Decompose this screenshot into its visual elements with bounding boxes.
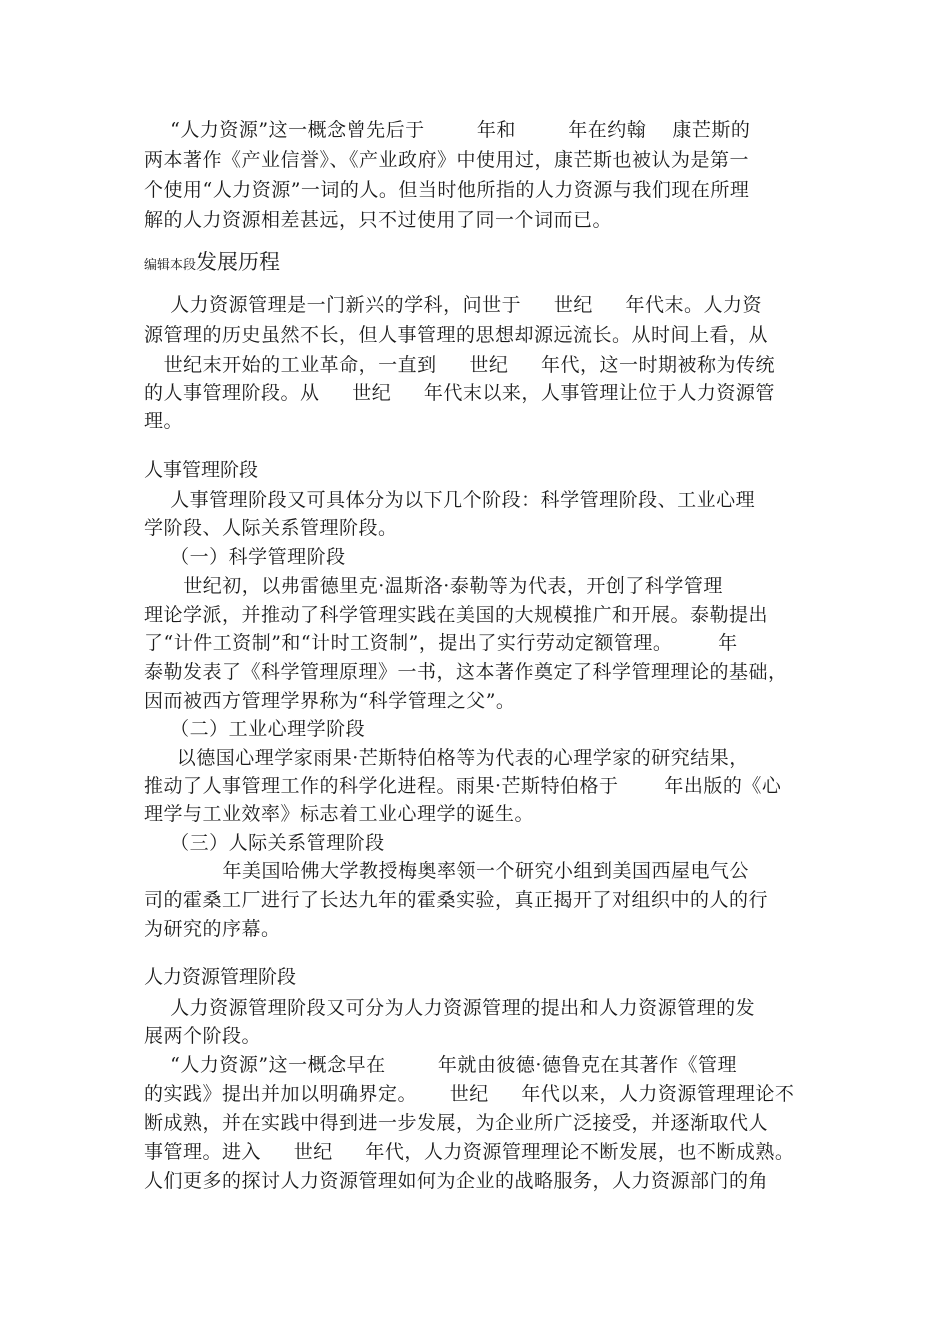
intro-line: 两本著作《产业信誉》、《产业政府》中使用过，康芒斯也被认为是第一 [144,149,750,171]
hr-line: “人力资源”这一概念早在 年就由彼德·德鲁克在其著作《管理 [144,1054,737,1076]
history-line: 理。 [144,410,184,432]
history-line: 人力资源管理是一门新兴的学科，问世于 世纪 年代末。人力资 [144,294,763,316]
personnel-line: 人事管理阶段又可具体分为以下几个阶段：科学管理阶段、工业心理 [144,489,756,511]
section-title: 发展历程 [196,250,281,274]
sub1-line: 理论学派，并推动了科学管理实践在美国的大规模推广和开展。泰勒提出 [144,604,769,626]
sub1-line: 因而被西方管理学界称为“科学管理之父”。 [144,690,516,712]
subsection-title: （一）科学管理阶段 [144,546,346,568]
sub2-line: 推动了人事管理工作的科学化进程。雨果·芒斯特伯格于 年出版的《心 [144,775,782,797]
sub1-line: 泰勒发表了《科学管理原理》一书，这本著作奠定了科学管理理论的基础， [144,661,788,683]
history-line: 的人事管理阶段。从 世纪 年代末以来，人事管理让位于人力资源管 [144,382,775,404]
subsection-title: （二）工业心理学阶段 [144,718,366,740]
sub1-line: 世纪初，以弗雷德里克·温斯洛·泰勒等为代表，开创了科学管理 [144,575,723,597]
subsection-title: （三）人际关系管理阶段 [144,832,385,854]
history-line: 世纪末开始的工业革命，一直到 世纪 年代，这一时期被称为传统 [144,354,776,376]
section-title: 人力资源管理阶段 [144,966,297,988]
history-line: 源管理的历史虽然不长，但人事管理的思想却源远流长。从时间上看，从 [144,324,769,346]
sub3-line: 年美国哈佛大学教授梅奥率领一个研究小组到美国西屋电气公 [144,860,749,882]
personnel-line: 学阶段、人际关系管理阶段。 [144,517,398,539]
hr-line: 事管理。进入 世纪 年代，人力资源管理理论不断发展，也不断成熟。 [144,1141,795,1163]
hr-line: 断成熟，并在实践中得到进一步发展，为企业所广泛接受，并逐渐取代人 [144,1112,769,1134]
intro-line: “人力资源”这一概念曾先后于 年和 年在约翰 康芒斯的 [144,119,751,141]
section-heading [144,246,280,276]
sub3-line: 司的霍桑工厂进行了长达九年的霍桑实验，真正揭开了对组织中的人的行 [144,889,769,911]
sub2-line: 以德国心理学家雨果·芒斯特伯格等为代表的心理学家的研究结果， [144,747,749,769]
hr-line: 的实践》提出并加以明确界定。 世纪 年代以来，人力资源管理理论不 [144,1083,795,1105]
hr-line: 人们更多的探讨人力资源管理如何为企业的战略服务，人力资源部门的角 [144,1170,769,1192]
intro-line: 解的人力资源相差甚远，只不过使用了同一个词而已。 [144,209,613,231]
edit-section-link[interactable]: 编辑本段 [144,258,197,273]
hr-line: 展两个阶段。 [144,1025,262,1047]
hr-line: 人力资源管理阶段又可分为人力资源管理的提出和人力资源管理的发 [144,997,756,1019]
intro-line: 个使用“人力资源”一词的人。但当时他所指的人力资源与我们现在所理 [144,179,750,201]
sub2-line: 理学与工业效率》标志着工业心理学的诞生。 [144,803,535,825]
sub3-line: 为研究的序幕。 [144,918,281,940]
sub1-line: 了“计件工资制”和“计时工资制”，提出了实行劳动定额管理。 年 [144,632,738,654]
section-title: 人事管理阶段 [144,459,259,481]
